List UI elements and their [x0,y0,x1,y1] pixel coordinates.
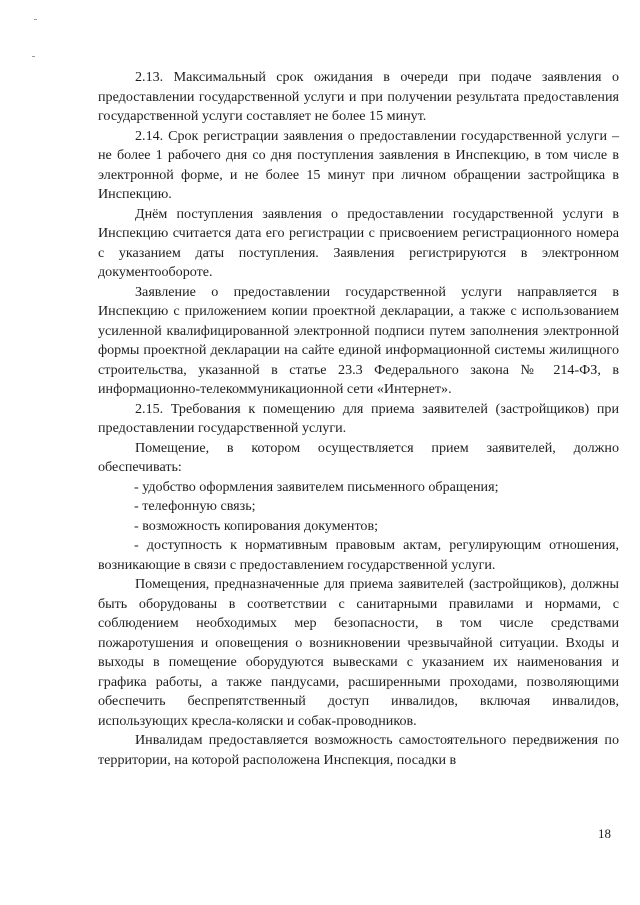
list-item-copying: - возможность копирования документов; [134,517,379,534]
paragraph-premises-requirements: Помещение, в котором осуществляется прием заявителей, должно обеспечивать: [98,439,619,475]
list-item-legal-acts: - доступность к нормативным правовым актам, регулирующим отношения, возникающие в связи с предоставлением государственной услуги. [98,537,619,573]
list-item-telephone: - телефонную связь; [134,498,256,514]
list-item-convenience: - удобство оформления заявителем письменного обращения; [134,478,499,495]
scan-speck [32,56,35,57]
paragraph-premises-equipment: Помещения, предназначенные для приема заявителей (застройщиков), должны быть оборудованы в соответствии с санитарными правилами и нормами, с соблюдением необходимых мер безопасности, в том числе средствами пожаротушения и оповещения о возникновении чрезвычайной ситуации. Входы и выходы в помещение оборудуются вывесками с указанием их наименования и графика работы, а также пандусами, расширенными проходами, позволяющими обеспечить беспрепятственный доступ инвалидов, включая инвалидов, использующих кресла-коляски и собак-проводников. [98,576,619,729]
paragraph-application-submission: Заявление о предоставлении государственной услуги направляется в Инспекцию с приложением копии проектной декларации, а также с использованием усиленной квалифицированной электронной подписи путем заполнения электронной формы проектной декларации на сайте единой информационной системы жилищного строительства, указанной в статье 23.3 Федерального закона № 214-ФЗ, в информационно-телекоммуникационной сети «Интернет». [98,283,619,397]
document-body [98,68,619,770]
paragraph-2-15: 2.15. Требования к помещению для приема заявителей (застройщиков) при предоставлении государственной услуги. [98,400,619,436]
paragraph-2-14: 2.14. Срок регистрации заявления о предоставлении государственной услуги – не более 1 рабочего дня со дня поступления заявления в Инспекцию, в том числе в электронной форме, и не более 15 минут при личном обращении застройщика в Инспекцию. [98,127,619,202]
paragraph-registration-date: Днём поступления заявления о предоставлении государственной услуги в Инспекцию считается дата его регистрации с присвоением регистрационного номера с указанием даты поступления. Заявления регистрируются в электронном документообороте. [98,205,619,280]
paragraph-2-13: 2.13. Максимальный срок ожидания в очереди при подаче заявления о предоставлении государственной услуги и при получении результата предоставления государственной услуги составляет не более 15 минут. [98,69,619,124]
scan-speck [34,19,37,20]
page-number: 18 [598,826,611,841]
paragraph-disabled-access: Инвалидам предоставляется возможность самостоятельного передвижения по территории, на которой расположена Инспекция, посадки в [98,732,619,768]
